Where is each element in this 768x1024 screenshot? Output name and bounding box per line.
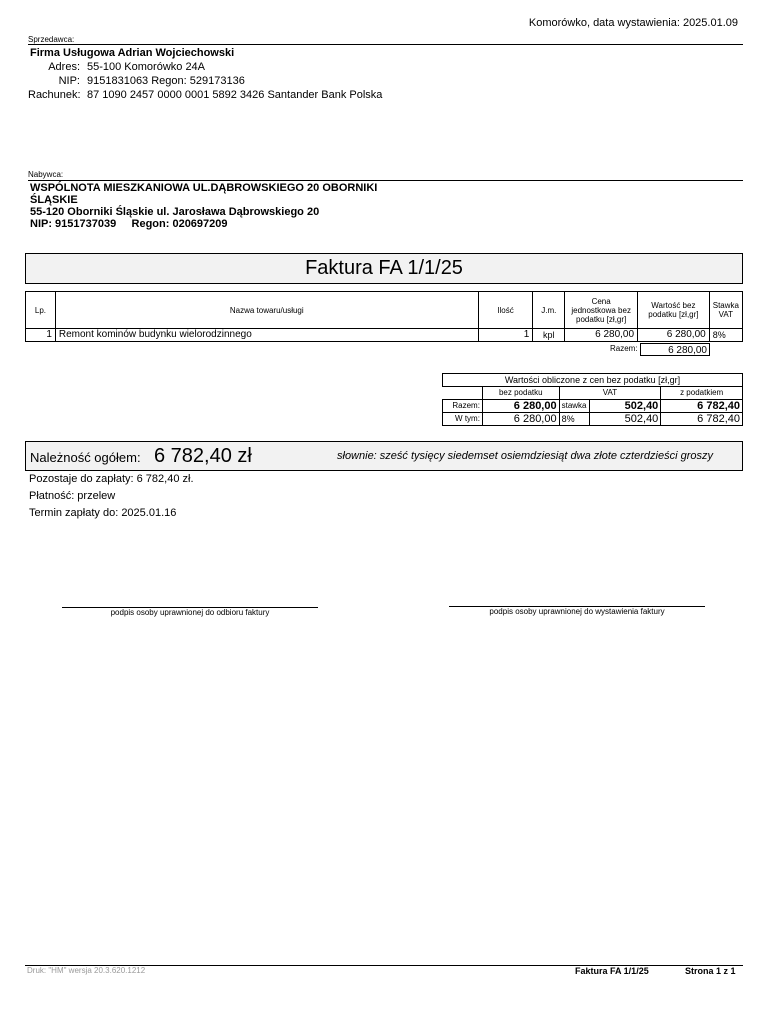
issue-place-date: Komorówko, data wystawienia: 2025.01.09 (528, 17, 738, 29)
remaining-to-pay: Pozostaje do zapłaty: 6 782,40 zł. (29, 473, 194, 485)
buyer-section-label: Nabywca: (28, 170, 64, 179)
vat-col-vat: VAT (559, 387, 661, 400)
vat-total-gross: 6 782,40 (661, 400, 743, 413)
vat-total-row (443, 400, 743, 413)
seller-nip-regon: 9151831063 Regon: 529173136 (87, 75, 245, 87)
invoice-title: Faktura FA 1/1/25 (25, 253, 743, 284)
payment-due-date: Termin zapłaty do: 2025.01.16 (29, 507, 177, 519)
vat-in-label: W tym: (443, 413, 483, 426)
vat-total-rate-label: stawka (559, 400, 589, 413)
items-total-value: 6 280,00 (640, 343, 710, 356)
vat-summary-table (442, 373, 743, 426)
items-header-row (26, 292, 743, 329)
vat-title-row (443, 374, 743, 387)
col-name: Nazwa towaru/usługi (55, 292, 478, 329)
vat-header-row (443, 387, 743, 400)
row-name: Remont kominów budynku wielorodzinnego (55, 329, 478, 342)
items-total-label: Razem: (610, 344, 638, 353)
seller-address: 55-100 Komorówko 24A (87, 61, 206, 73)
vat-in-rate: 8% (559, 413, 589, 426)
seller-address-label: Adres: (48, 61, 80, 73)
seller-nip-row (28, 74, 382, 88)
vat-in-gross: 6 782,40 (661, 413, 743, 426)
row-lp: 1 (26, 329, 56, 342)
col-lp: Lp. (26, 292, 56, 329)
total-due-box (25, 441, 743, 471)
total-due-amount: 6 782,40 zł (154, 445, 252, 467)
total-due-words: słownie: sześć tysięcy siedemset osiemdziesiąt dwa złote czterdzieści groszy (337, 450, 713, 462)
footer-page-number: Strona 1 z 1 (685, 966, 736, 976)
print-info: Druk: "HM" wersja 20.3.620.1212 (27, 966, 146, 975)
row-unit: kpl (533, 329, 565, 342)
col-vat-rate: Stawka VAT (709, 292, 742, 329)
row-qty: 1 (478, 329, 533, 342)
payment-method: Płatność: przelew (29, 490, 116, 502)
total-due-label: Należność ogółem: (30, 450, 141, 465)
vat-in-row (443, 413, 743, 426)
buyer-name-line1: WSPÓLNOTA MIESZKANIOWA UL.DĄBROWSKIEGO 20 OBORNIKI (30, 182, 378, 194)
col-unit-price: Cena jednostkowa bez podatku [zł,gr] (565, 292, 638, 329)
col-unit: J.m. (533, 292, 565, 329)
table-row (26, 329, 743, 342)
seller-nip-label: NIP: (58, 75, 80, 87)
vat-total-vat: 502,40 (589, 400, 661, 413)
seller-section-label: Sprzedawca: (28, 35, 75, 44)
seller-account-row (28, 88, 382, 102)
vat-summary-title: Wartości obliczone z cen bez podatku [zł,gr] (443, 374, 743, 387)
footer-doc-name: Faktura FA 1/1/25 (575, 966, 649, 976)
buyer-name-line2: ŚLĄSKIE (30, 194, 78, 206)
items-table (25, 291, 743, 342)
seller-name: Firma Usługowa Adrian Wojciechowski (30, 47, 235, 59)
vat-total-label: Razem: (443, 400, 483, 413)
vat-header-spacer (443, 387, 483, 400)
col-qty: Ilość (478, 292, 533, 329)
row-vat-rate: 8% (709, 329, 742, 342)
row-value: 6 280,00 (638, 329, 710, 342)
col-value: Wartość bez podatku [zł,gr] (638, 292, 710, 329)
buyer-nip-regon: NIP: 9151737039 Regon: 020697209 (30, 218, 228, 230)
receiver-signature-caption: podpis osoby uprawnionej do odbioru faktury (110, 608, 270, 617)
buyer-divider (28, 180, 743, 181)
vat-total-net: 6 280,00 (482, 400, 559, 413)
buyer-address: 55-120 Oborniki Śląskie ul. Jarosława Dąbrowskiego 20 (30, 206, 320, 218)
vat-col-net: bez podatku (482, 387, 559, 400)
row-unit-price: 6 280,00 (565, 329, 638, 342)
seller-address-row (28, 60, 382, 74)
seller-account-label: Rachunek: (28, 89, 81, 101)
vat-col-gross: z podatkiem (661, 387, 743, 400)
vat-in-vat: 502,40 (589, 413, 661, 426)
issuer-signature-caption: podpis osoby uprawnionej do wystawienia faktury (489, 607, 665, 616)
vat-in-net: 6 280,00 (482, 413, 559, 426)
seller-account: 87 1090 2457 0000 0001 5892 3426 Santander Bank Polska (87, 89, 383, 101)
seller-divider (28, 44, 743, 45)
seller-details (28, 60, 382, 102)
